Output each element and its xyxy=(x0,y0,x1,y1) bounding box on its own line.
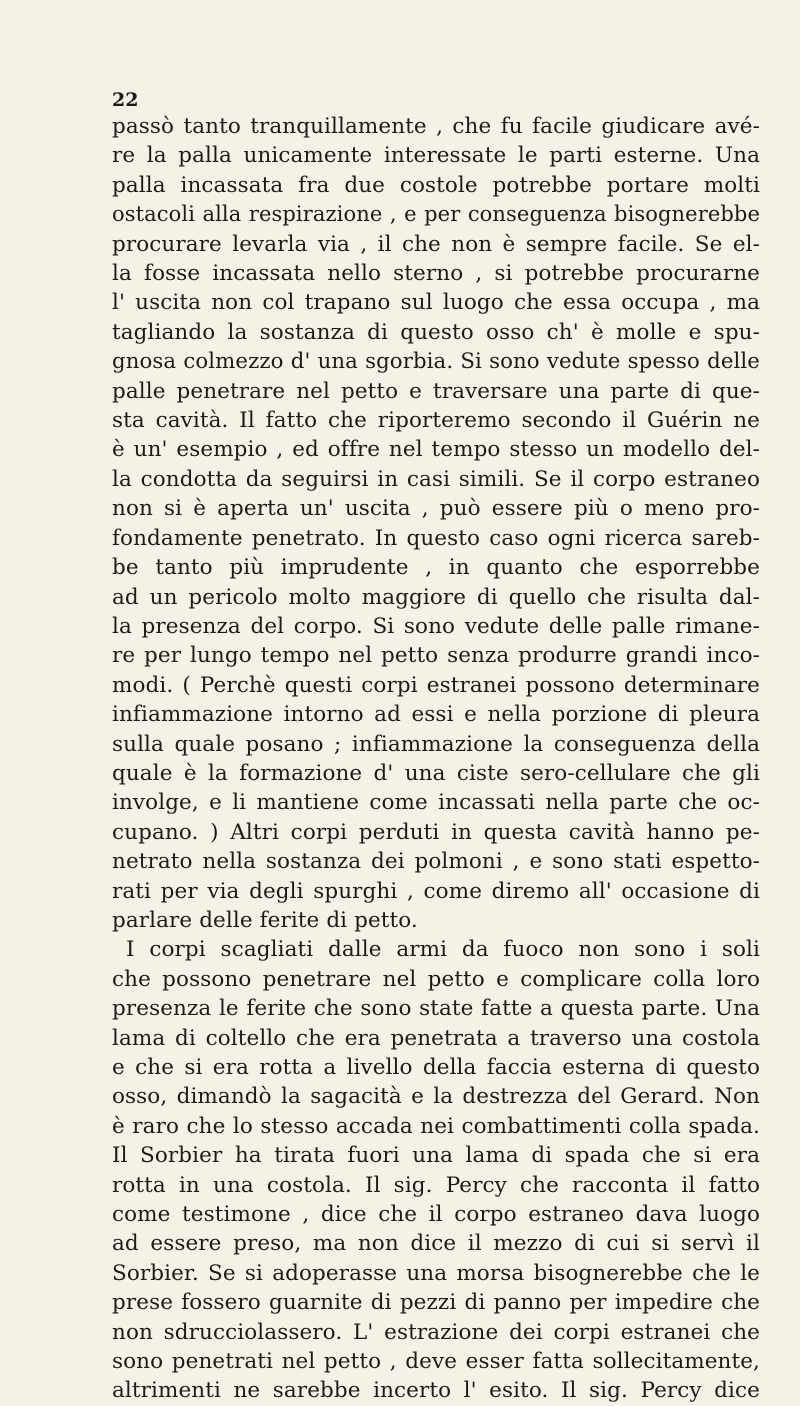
text-line: ad essere preso, ma non dice il mezzo di cui si servì il xyxy=(112,1231,760,1257)
text-line: be tanto più imprudente , in quanto che esporrebbe xyxy=(112,555,760,581)
text-line: procurare levarla via , il che non è sempre facile. Se el- xyxy=(112,231,760,257)
text-line: sono penetrati nel petto , deve esser fatta sollecitamente, xyxy=(112,1349,760,1375)
body-text xyxy=(112,112,760,1406)
text-line: rotta in una costola. Il sig. Percy che racconta il fatto xyxy=(112,1172,760,1198)
text-line: prese fossero guarnite di pezzi di panno per impedire che xyxy=(112,1290,760,1316)
text-line: ostacoli alla respirazione , e per conseguenza bisognerebbe xyxy=(112,202,760,227)
text-line: gnosa colmezzo d' una sgorbia. Si sono vedute spesso delle xyxy=(112,349,760,375)
text-line: non si è aperta un' uscita , può essere più o meno pro- xyxy=(112,496,760,522)
text-line: palle penetrare nel petto e traversare una parte di que- xyxy=(112,378,760,404)
text-line: re la palla unicamente interessate le parti esterne. Una xyxy=(112,143,760,169)
text-line: la condotta da seguirsi in casi simili. Se il corpo estraneo xyxy=(112,466,760,492)
text-line: re per lungo tempo nel petto senza produrre grandi inco- xyxy=(112,643,760,669)
text-line: presenza le ferite che sono state fatte a questa parte. Una xyxy=(112,996,760,1022)
text-line: è un' esempio , ed offre nel tempo stesso un modello del- xyxy=(112,437,760,463)
text-line: sta cavità. Il fatto che riporteremo secondo il Guérin ne xyxy=(112,408,760,434)
text-line: involge, e li mantiene come incassati nella parte che oc- xyxy=(112,790,760,816)
text-line: cupano. ) Altri corpi perduti in questa cavità hanno pe- xyxy=(112,819,760,845)
text-line: la presenza del corpo. Si sono vedute delle palle rimane- xyxy=(112,613,760,639)
text-line: netrato nella sostanza dei polmoni , e sono stati espetto- xyxy=(112,849,760,875)
text-line: come testimone , dice che il corpo estraneo dava luogo xyxy=(112,1202,760,1228)
text-line: non sdrucciolassero. L' estrazione dei corpi estranei che xyxy=(112,1319,760,1345)
text-line: Il Sorbier ha tirata fuori una lama di spada che si era xyxy=(112,1143,760,1169)
text-line: l' uscita non col trapano sul luogo che essa occupa , ma xyxy=(112,290,760,316)
text-line: parlare delle ferite di petto. xyxy=(112,907,418,933)
page-number: 22 xyxy=(112,89,139,111)
text-line: quale è la formazione d' una ciste sero-cellulare che gli xyxy=(112,760,760,786)
text-line: sulla quale posano ; infiammazione la conseguenza della xyxy=(112,731,760,757)
text-line: ad un pericolo molto maggiore di quello che risulta dal- xyxy=(112,584,760,610)
text-line: fondamente penetrato. In questo caso ogni ricerca sareb- xyxy=(112,525,760,551)
text-line: I corpi scagliati dalle armi da fuoco non sono i soli xyxy=(126,937,760,963)
text-line: rati per via degli spurghi , come diremo all' occasione di xyxy=(112,878,760,904)
text-line: e che si era rotta a livello della faccia esterna di questo xyxy=(112,1055,760,1080)
text-line: infiammazione intorno ad essi e nella porzione di pleura xyxy=(112,702,760,728)
text-line: palla incassata fra due costole potrebbe portare molti xyxy=(112,172,760,198)
text-line: osso, dimandò la sagacità e la destrezza del Gerard. Non xyxy=(112,1084,760,1110)
text-line: è raro che lo stesso accada nei combattimenti colla spada. xyxy=(112,1113,760,1139)
text-line: Sorbier. Se si adoperasse una morsa bisognerebbe che le xyxy=(112,1260,760,1286)
text-line: tagliando la sostanza di questo osso ch' è molle e spu- xyxy=(112,319,760,345)
text-line: che possono penetrare nel petto e complicare colla loro xyxy=(112,966,760,992)
text-line: altrimenti ne sarebbe incerto l' esito. Il sig. Percy dice xyxy=(112,1378,760,1404)
text-line: lama di coltello che era penetrata a traverso una costola xyxy=(112,1025,760,1051)
text-line: modi. ( Perchè questi corpi estranei possono determinare xyxy=(112,672,760,698)
text-line: passò tanto tranquillamente , che fu facile giudicare avé- xyxy=(112,114,760,139)
text-line: la fosse incassata nello sterno , si potrebbe procurarne xyxy=(112,261,760,287)
